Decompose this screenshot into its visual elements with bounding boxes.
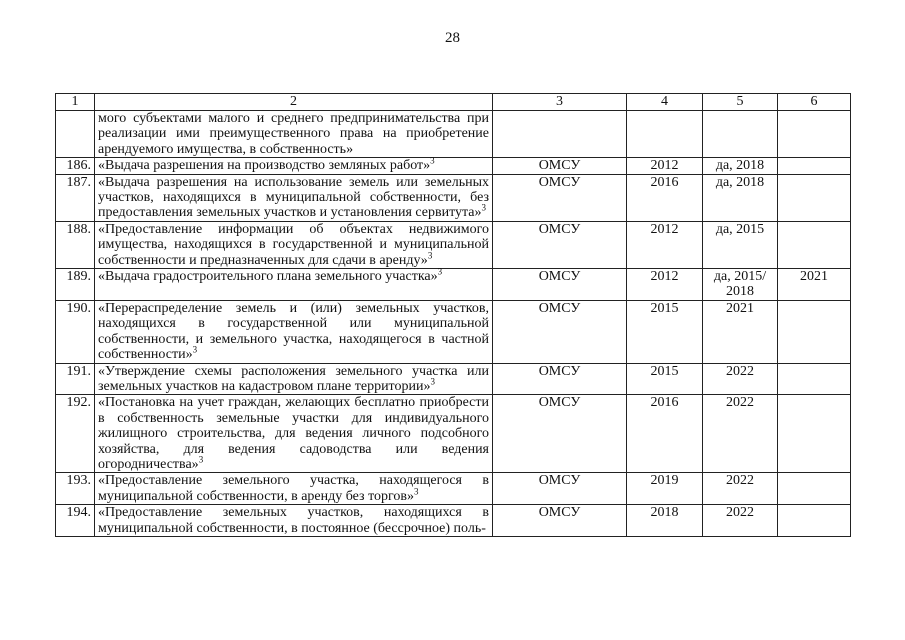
- page-number: 28: [445, 30, 460, 46]
- status-cell: 2022: [703, 473, 778, 505]
- service-name: [95, 363, 493, 395]
- target-year-cell: [778, 221, 851, 268]
- year-cell: 2012: [627, 269, 703, 301]
- header-col-3: 3: [493, 94, 627, 111]
- footnote-marker: 3: [198, 454, 204, 465]
- footnote-marker: 3: [192, 344, 198, 355]
- continuation-row: [56, 111, 851, 158]
- authority-cell: ОМСУ: [493, 269, 627, 301]
- target-year-cell: [778, 395, 851, 473]
- target-year-cell: [778, 158, 851, 174]
- status-cell: [703, 111, 778, 158]
- service-name: [95, 174, 493, 221]
- target-year-cell: [778, 363, 851, 395]
- footnote-marker: 3: [481, 202, 487, 213]
- status-cell: 2022: [703, 363, 778, 395]
- table-row: [56, 395, 851, 473]
- year-cell: 2016: [627, 174, 703, 221]
- service-name-text: «Выдача разрешения на производство земляных работ»: [98, 158, 431, 174]
- row-number: [56, 111, 95, 158]
- header-col-5: 5: [703, 94, 778, 111]
- row-number: 187.: [56, 174, 95, 221]
- service-name: [95, 473, 493, 505]
- service-name-text: «Утверждение схемы расположения земельного участка или земельных участков на кадастровом плане территории»: [98, 363, 489, 394]
- authority-cell: ОМСУ: [493, 300, 627, 363]
- target-year-cell: [778, 473, 851, 505]
- status-cell: да, 2018: [703, 158, 778, 174]
- service-name-text: «Предоставление земельных участков, находящихся в муниципальной собственности, в постоянное (бессрочное) поль-: [98, 505, 489, 536]
- table-row: [56, 505, 851, 537]
- service-name-text: «Выдача градостроительного плана земельного участка»: [98, 269, 438, 285]
- row-number: 192.: [56, 395, 95, 473]
- authority-cell: ОМСУ: [493, 158, 627, 174]
- authority-cell: ОМСУ: [493, 174, 627, 221]
- table-row: [56, 473, 851, 505]
- service-name: [95, 300, 493, 363]
- row-number: 189.: [56, 269, 95, 301]
- status-cell: 2022: [703, 395, 778, 473]
- authority-cell: ОМСУ: [493, 395, 627, 473]
- year-cell: 2015: [627, 300, 703, 363]
- authority-cell: ОМСУ: [493, 473, 627, 505]
- year-cell: 2018: [627, 505, 703, 537]
- service-name: [95, 155, 493, 174]
- table-row: [56, 300, 851, 363]
- status-cell: да, 2015/ 2018: [703, 269, 778, 301]
- year-cell: [627, 111, 703, 158]
- status-cell: да, 2018: [703, 174, 778, 221]
- service-name: [95, 221, 493, 268]
- row-number: 194.: [56, 505, 95, 537]
- services-table: [55, 93, 851, 537]
- header-col-6: 6: [778, 94, 851, 111]
- row-number: 186.: [56, 158, 95, 174]
- service-name: [95, 266, 493, 301]
- row-number: 191.: [56, 363, 95, 395]
- status-cell: 2022: [703, 505, 778, 537]
- footnote-marker: 3: [437, 266, 443, 277]
- table-row: [56, 269, 851, 301]
- year-cell: 2016: [627, 395, 703, 473]
- service-name-text: «Предоставление информации об объектах недвижимого имущества, находящихся в государственной и муниципальной собственности и предназначенных для сдачи в аренду»: [98, 221, 489, 268]
- status-cell: да, 2015: [703, 221, 778, 268]
- target-year-cell: [778, 300, 851, 363]
- service-name-text: «Предоставление земельного участка, находящегося в муниципальной собственности, в аренду без торгов»: [98, 473, 489, 504]
- authority-cell: [493, 111, 627, 158]
- row-number: 188.: [56, 221, 95, 268]
- target-year-cell: [778, 505, 851, 537]
- header-col-1: 1: [56, 94, 95, 111]
- target-year-cell: 2021: [778, 269, 851, 301]
- header-col-4: 4: [627, 94, 703, 111]
- year-cell: 2012: [627, 158, 703, 174]
- target-year-cell: [778, 111, 851, 158]
- service-name: [95, 395, 493, 473]
- footnote-marker: 3: [430, 155, 435, 166]
- header-col-2: 2: [95, 94, 493, 111]
- row-number: 193.: [56, 473, 95, 505]
- authority-cell: ОМСУ: [493, 221, 627, 268]
- authority-cell: ОМСУ: [493, 505, 627, 537]
- target-year-cell: [778, 174, 851, 221]
- footnote-marker: 3: [427, 250, 433, 260]
- year-cell: 2012: [627, 221, 703, 268]
- year-cell: 2019: [627, 473, 703, 505]
- service-name: [95, 505, 493, 537]
- table-row: [56, 174, 851, 221]
- header-row: [56, 94, 851, 111]
- year-cell: 2015: [627, 363, 703, 395]
- table-row: [56, 158, 851, 174]
- footnote-marker: 3: [414, 486, 419, 497]
- row-number: 190.: [56, 300, 95, 363]
- service-name-text: «Выдача разрешения на использование земель или земельных участков, находящихся в муниципальной собственности, без предоставления земельных участков и установления сервитута»: [98, 174, 489, 221]
- table-row: [56, 221, 851, 268]
- authority-cell: ОМСУ: [493, 363, 627, 395]
- footnote-marker: 3: [430, 376, 435, 387]
- service-name-text: «Постановка на учет граждан, желающих бесплатно приобрести в собственность земельные участки для индивидуального жилищного строительства, для ведения личного подсобного хозяйства, для ведения садоводства или ведения огородничества»: [98, 395, 489, 472]
- status-cell: 2021: [703, 300, 778, 363]
- service-name-text: «Перераспределение земель и (или) земельных участков, находящихся в государственной или муниципальной собственности, и земельного участка, находящегося в частной собственности»: [98, 300, 489, 363]
- table-row: [56, 363, 851, 395]
- service-name: мого субъектами малого и среднего предпринимательства при реализации ими преимущественного права на приобретение арендуемого имущества, в собственность»: [95, 111, 493, 158]
